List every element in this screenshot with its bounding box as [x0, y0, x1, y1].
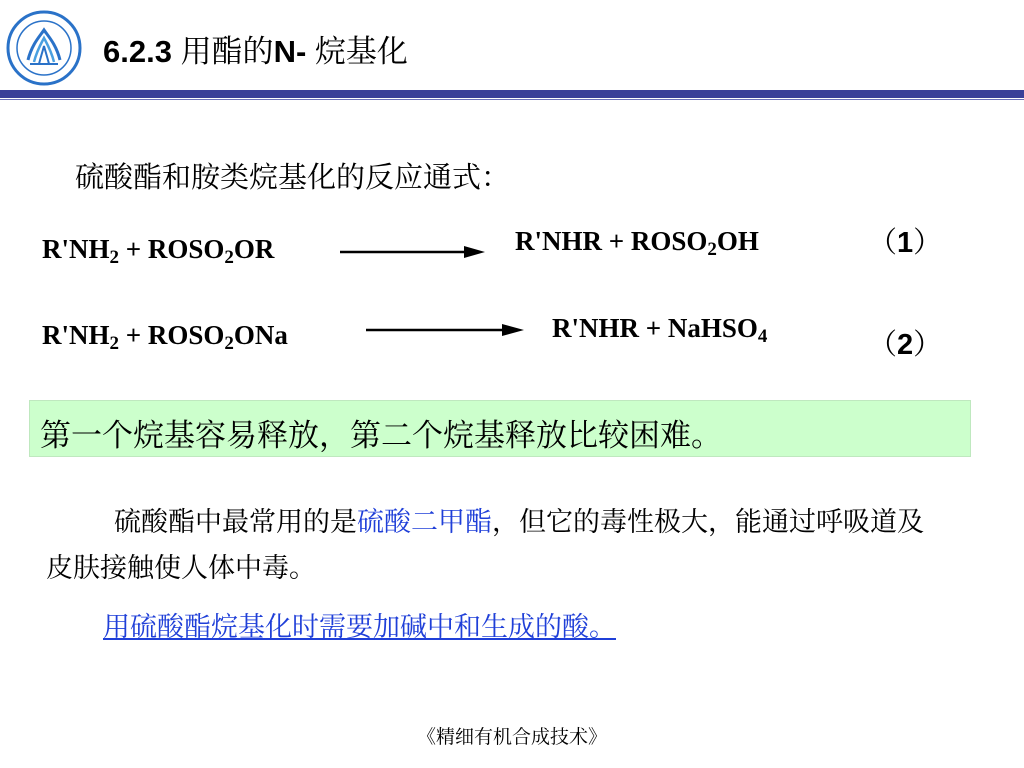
eq1-reactant-b: + ROSO [119, 234, 225, 264]
eq2-reactant-a: R'NH [42, 320, 110, 350]
eq1-label-num: 1 [897, 227, 914, 259]
eq2-product-a: R'NHR + NaHSO [552, 313, 758, 343]
eq2-reactant-c: ONa [233, 320, 288, 350]
title-part-a: 用酯的 [180, 34, 274, 70]
equation-1-reactant [42, 234, 275, 268]
equation-2-product [552, 313, 768, 347]
eq1-reactant-a-sub: 2 [109, 247, 119, 268]
eq2-reactant-b-sub: 2 [224, 333, 234, 354]
highlight-note-box [29, 400, 971, 457]
equation-1-product [515, 226, 759, 260]
eq1-reactant-c: OR [233, 234, 275, 264]
page-title [103, 33, 408, 71]
university-seal-logo [6, 10, 82, 86]
header-rule-thin [0, 99, 1024, 100]
title-n: N- [273, 34, 315, 69]
eq1-product-a-sub: 2 [707, 239, 717, 260]
header-rule [0, 90, 1024, 98]
eq2-label-close: ） [913, 329, 943, 361]
paragraph-part-1: 硫酸酯中最常用的是 [114, 507, 357, 538]
highlight-note-text: 第一个烷基容易释放，第二个烷基释放比较困难。 [40, 418, 722, 454]
neutralize-acid-link[interactable]: 用硫酸酯烷基化时需要加碱中和生成的酸。 [103, 612, 616, 643]
eq1-product-a: R'NHR + ROSO [515, 226, 708, 256]
toxicity-paragraph [46, 500, 946, 592]
eq2-label-num: 2 [897, 329, 914, 361]
intro-text: 硫酸酯和胺类烷基化的反应通式： [75, 160, 511, 194]
equation-1-label [868, 220, 942, 261]
eq1-reactant-b-sub: 2 [224, 247, 234, 268]
equation-2-label [868, 322, 942, 363]
eq1-label-open: （ [868, 227, 898, 259]
eq2-reactant-b: + ROSO [119, 320, 225, 350]
eq2-product-a-sub: 4 [757, 326, 768, 347]
eq2-reactant-a-sub: 2 [109, 333, 119, 354]
equation-2-reactant [42, 320, 288, 354]
dimethyl-sulfate-highlight: 硫酸二甲酯 [357, 507, 492, 538]
eq1-label-close: ） [913, 227, 943, 259]
footer-course-title: 《精细有机合成技术》 [416, 726, 607, 748]
paragraph-part-2: ，但它的毒性极大，能通过呼吸道及皮肤接触使人体中毒。 [46, 507, 924, 584]
section-number: 6.2.3 [103, 34, 181, 69]
eq1-reactant-a: R'NH [42, 234, 110, 264]
right-arrow-icon [366, 322, 524, 338]
eq2-label-open: （ [868, 329, 898, 361]
right-arrow-icon [340, 244, 485, 260]
eq1-product-b: OH [716, 226, 759, 256]
title-part-b: 烷基化 [314, 34, 408, 70]
